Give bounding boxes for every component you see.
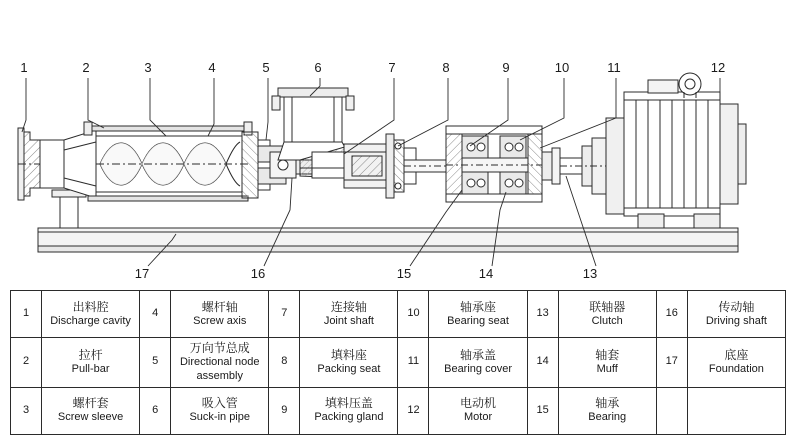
callout-11: 11 (607, 60, 621, 75)
legend-num: 14 (527, 338, 558, 388)
legend-num: 8 (269, 338, 300, 388)
legend-num: 15 (527, 387, 558, 434)
legend-label (429, 291, 527, 338)
legend-label (171, 338, 269, 388)
legend-label (687, 291, 785, 338)
legend-label (171, 387, 269, 434)
legend-label-en: Packing gland (314, 411, 384, 424)
table-row (11, 387, 786, 434)
legend-label-cn: 万向节总成 (189, 341, 250, 355)
legend-num: 6 (140, 387, 171, 434)
callout-8: 8 (442, 60, 450, 75)
legend-num: 9 (269, 387, 300, 434)
legend-num: 12 (398, 387, 429, 434)
legend-label-cn: 轴承盖 (460, 347, 497, 362)
legend-label-en: Clutch (591, 314, 623, 327)
legend-num: 7 (269, 291, 300, 338)
legend-table (10, 290, 786, 435)
callout-17: 17 (134, 266, 150, 281)
callout-2: 2 (82, 60, 90, 75)
legend-label (171, 291, 269, 338)
legend-label-cn: 轴套 (595, 347, 620, 362)
pump-body-geometry (18, 73, 746, 252)
callout-10: 10 (554, 60, 570, 75)
callout-4: 4 (208, 60, 216, 75)
legend-label-en: Bearing seat (447, 314, 509, 327)
legend-label (42, 291, 140, 338)
legend-label (687, 338, 785, 388)
table-row (11, 291, 786, 338)
legend-num: 3 (11, 387, 42, 434)
legend-label (429, 338, 527, 388)
legend-num: 4 (140, 291, 171, 338)
legend-label (429, 387, 527, 434)
legend-num: 5 (140, 338, 171, 388)
callout-15: 15 (396, 266, 412, 281)
legend-label (300, 291, 398, 338)
legend-label-cn: 传动轴 (718, 299, 755, 314)
legend-label-en: Directional node assembly (179, 356, 260, 382)
legend-num: 17 (656, 338, 687, 388)
legend-label-en: Bearing (588, 411, 627, 424)
legend-num: 16 (656, 291, 687, 338)
callout-16: 16 (250, 266, 266, 281)
legend-label-cn: 填料座 (330, 347, 367, 362)
legend-label (300, 387, 398, 434)
legend-label-en: Pull-bar (71, 362, 110, 375)
parts-legend (10, 290, 786, 440)
callout-12: 12 (710, 60, 726, 75)
legend-label-cn: 电动机 (460, 396, 497, 411)
legend-label (42, 387, 140, 434)
legend-num: 11 (398, 338, 429, 388)
callout-14: 14 (478, 266, 494, 281)
legend-label-cn: 填料压盖 (324, 396, 373, 411)
legend-label (558, 387, 656, 434)
callout-9: 9 (502, 60, 510, 75)
legend-label-en: Bearing cover (444, 362, 512, 375)
legend-label-en: Screw sleeve (57, 411, 124, 424)
legend-label-cn: 螺杆套 (72, 396, 109, 411)
legend-label-en: Screw axis (193, 314, 247, 327)
callout-13: 13 (582, 266, 598, 281)
legend-label (300, 338, 398, 388)
legend-label-empty (687, 387, 785, 434)
callout-6: 6 (314, 60, 322, 75)
legend-label-cn: 拉杆 (78, 347, 103, 362)
callout-labels-bottom (135, 266, 597, 281)
legend-label-en: Motor (463, 411, 493, 424)
legend-label (558, 291, 656, 338)
legend-label-cn: 轴承 (595, 396, 620, 411)
legend-label-cn: 连接轴 (330, 299, 367, 314)
legend-label-cn: 轴承座 (460, 299, 497, 314)
legend-label-en: Foundation (708, 362, 764, 375)
callout-1: 1 (20, 60, 28, 75)
legend-label-en: Discharge cavity (50, 314, 131, 327)
legend-label-cn: 吸入管 (201, 396, 238, 411)
legend-label-en: Joint shaft (323, 314, 374, 327)
legend-num-empty (656, 387, 687, 434)
legend-label-en: Packing seat (317, 362, 381, 375)
legend-label-cn: 联轴器 (589, 299, 626, 314)
legend-label (558, 338, 656, 388)
legend-num: 10 (398, 291, 429, 338)
legend-num: 13 (527, 291, 558, 338)
callout-7: 7 (388, 60, 396, 75)
callout-5: 5 (262, 60, 270, 75)
legend-label-en: Suck-in pipe (189, 411, 250, 424)
table-row (11, 338, 786, 388)
legend-num: 2 (11, 338, 42, 388)
callout-3: 3 (144, 60, 152, 75)
legend-label (42, 338, 140, 388)
legend-label-cn: 底座 (724, 347, 749, 362)
callout-labels-top (20, 60, 725, 75)
legend-label-en: Muff (596, 362, 618, 375)
legend-label-cn: 出料腔 (72, 299, 109, 314)
legend-label-en: Driving shaft (705, 314, 767, 327)
legend-label-cn: 螺杆轴 (201, 299, 238, 314)
legend-num: 1 (11, 291, 42, 338)
